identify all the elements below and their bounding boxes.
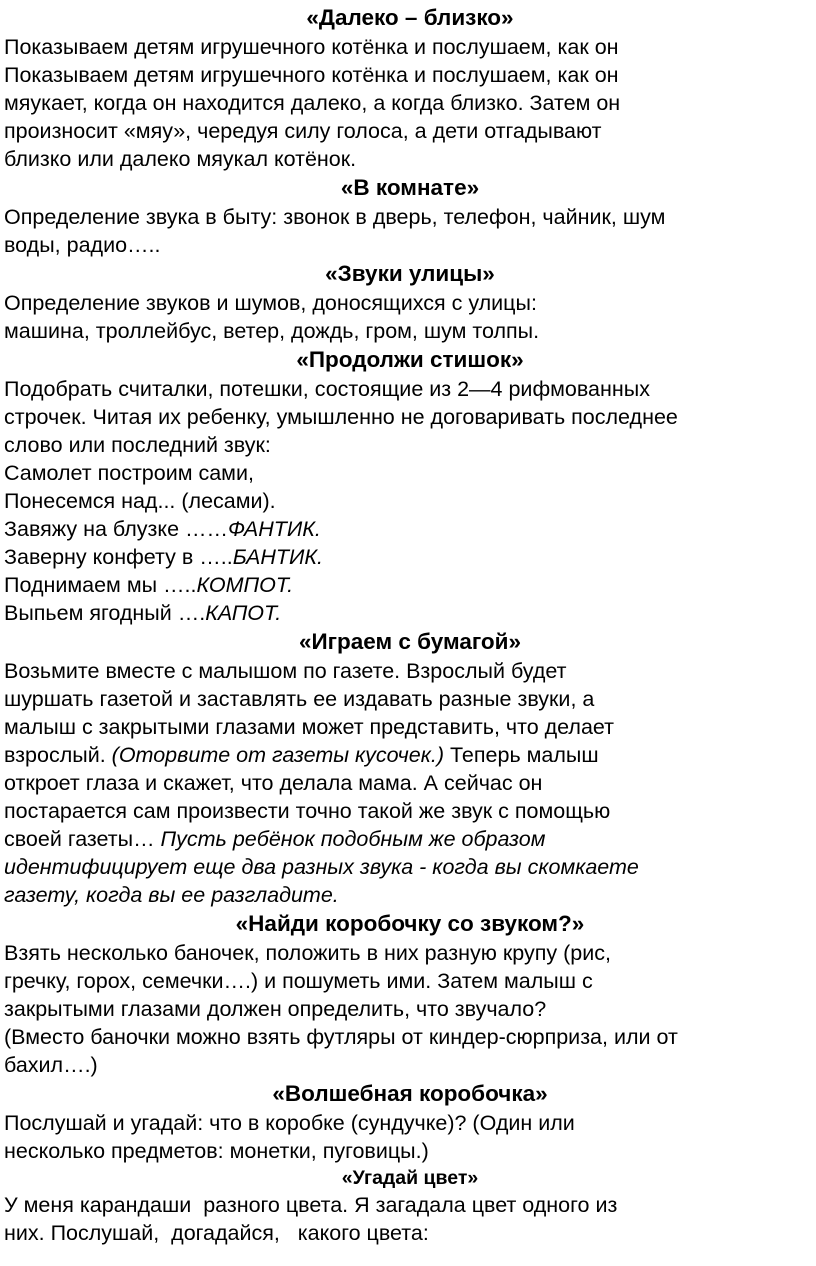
heading-volshebnaya-korobochka: «Волшебная коробочка»	[272, 1081, 548, 1106]
verse-answer: БАНТИК.	[232, 545, 324, 569]
italic-run: газету, когда вы ее разгладите.	[4, 883, 339, 907]
text-line: Возьмите вместе с малышом по газете. Взрослый будет	[4, 659, 567, 683]
italic-run: (Оторвите от газеты кусочек.)	[111, 743, 445, 767]
text-line	[4, 853, 816, 881]
text-line: Показываем детям игрушечного котёнка и послушаем, как он	[4, 63, 619, 87]
text-line: строчек. Читая их ребенку, умышленно не договаривать последнее	[4, 405, 678, 429]
verse-answer: ФАНТИК.	[228, 517, 321, 541]
verse-answer: КОМПОТ.	[196, 573, 294, 597]
text-line: Показываем детям игрушечного котёнка и послушаем, как он	[4, 35, 619, 59]
paragraph-naydi-korobochku	[4, 939, 816, 1079]
text-line: закрытыми глазами должен определить, что звучало?	[4, 997, 547, 1021]
text-line: бахил….)	[4, 1053, 98, 1077]
text-line: них. Послушай, догадайся, какого цвета:	[4, 1221, 429, 1245]
heading-igraem-s-bumagoy: «Играем с бумагой»	[298, 629, 522, 654]
text-line: слово или последний звук:	[4, 433, 271, 457]
text-line	[4, 881, 816, 909]
paragraph-daleko-blizko	[4, 33, 816, 173]
paragraph-prodolzhi-stishok	[4, 375, 816, 627]
verse-text: Выпьем ягодный ….	[4, 601, 206, 625]
text-line: Определение звука в быту: звонок в дверь, телефон, чайник, шум	[4, 205, 666, 229]
text-line: шуршать газетой и заставлять ее издавать разные звуки, а	[4, 687, 595, 711]
text-line: малыш с закрытыми глазами может представить, что делает	[4, 715, 615, 739]
text-line: Подобрать считалки, потешки, состоящие из 2—4 рифмованных	[4, 377, 650, 401]
heading-prodolzhi-stishok: «Продолжи стишок»	[296, 347, 524, 372]
verse-text: Заверну конфету в …..	[4, 545, 233, 569]
paragraph-v-komnate	[4, 203, 816, 259]
text-line: постарается сам произвести точно такой же звук с помощью	[4, 799, 611, 823]
verse-text: Поднимаем мы …..	[4, 573, 197, 597]
heading-naydi-korobochku: «Найди коробочку со звуком?»	[235, 911, 585, 936]
text-run: взрослый.	[4, 743, 112, 767]
paragraph-ugaday-tsvet	[4, 1191, 816, 1247]
text-line: машина, троллейбус, ветер, дождь, гром, шум толпы.	[4, 319, 540, 343]
verse-line	[4, 571, 816, 599]
text-line: (Вместо баночки можно взять футляры от киндер-сюрприза, или от	[4, 1025, 678, 1049]
text-run: Теперь малыш	[444, 743, 599, 767]
verse-line	[4, 515, 816, 543]
text-line: Взять несколько баночек, положить в них разную крупу (рис,	[4, 941, 611, 965]
text-line: Самолет построим сами,	[4, 461, 254, 485]
italic-run: Пусть ребёнок подобным же образом	[160, 827, 546, 851]
heading-ugaday-tsvet: «Угадай цвет»	[341, 1167, 479, 1189]
text-line	[4, 825, 816, 853]
text-line: воды, радио…..	[4, 233, 161, 257]
text-line: У меня карандаши разного цвета. Я загадала цвет одного из	[4, 1193, 618, 1217]
text-line: откроет глаза и скажет, что делала мама. А сейчас он	[4, 771, 543, 795]
text-line: Понесемся над... (лесами).	[4, 489, 276, 513]
verse-answer: КАПОТ.	[205, 601, 282, 625]
text-line: Послушай и угадай: что в коробке (сундучке)? (Один или	[4, 1111, 575, 1135]
heading-zvuki-ulitsy: «Звуки улицы»	[325, 261, 495, 286]
verse-line	[4, 599, 816, 627]
text-line: Определение звуков и шумов, доносящихся с улицы:	[4, 291, 537, 315]
text-line: несколько предметов: монетки, пуговицы.)	[4, 1139, 429, 1163]
paragraph-zvuki-ulitsy	[4, 289, 816, 345]
italic-run: идентифицирует еще два разных звука - когда вы скомкаете	[4, 855, 639, 879]
text-line: мяукает, когда он находится далеко, а когда близко. Затем он	[4, 91, 621, 115]
verse-text: Завяжу на блузке ……	[4, 517, 228, 541]
text-line: близко или далеко мяукал котёнок.	[4, 147, 357, 171]
text-run: своей газеты…	[4, 827, 161, 851]
text-line: произносит «мяу», чередуя силу голоса, а дети отгадывают	[4, 119, 602, 143]
text-line	[4, 741, 816, 769]
heading-daleko-blizko: «Далеко – близко»	[306, 5, 514, 30]
heading-v-komnate: «В комнате»	[340, 175, 480, 200]
paragraph-igraem-s-bumagoy	[4, 657, 816, 909]
text-line: гречку, горох, семечки….) и пошуметь ими. Затем малыш с	[4, 969, 593, 993]
paragraph-volshebnaya-korobochka	[4, 1109, 816, 1165]
verse-line	[4, 543, 816, 571]
